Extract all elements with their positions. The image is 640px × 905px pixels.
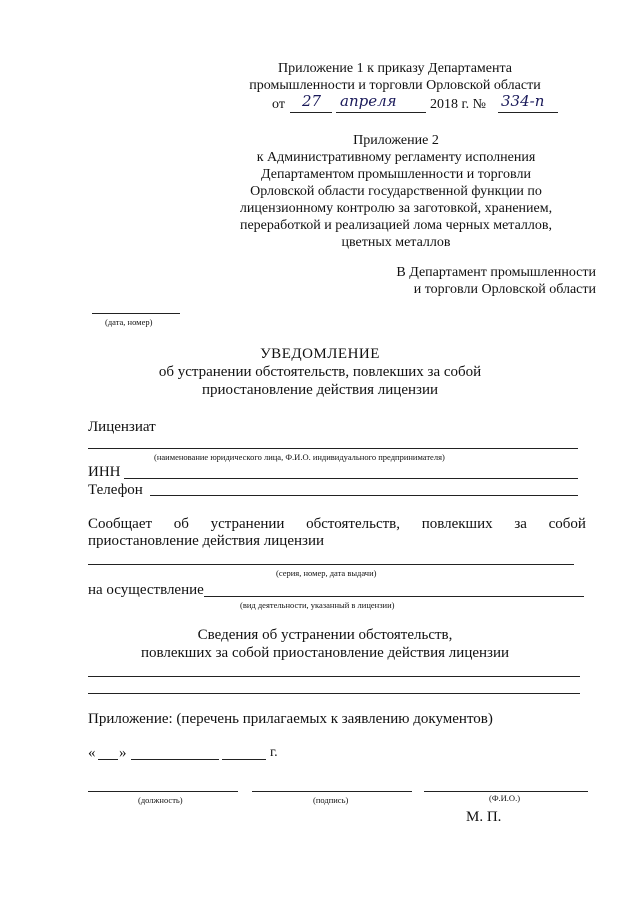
- name-line[interactable]: [424, 791, 588, 792]
- activity-line[interactable]: [204, 596, 584, 597]
- inn-label: ИНН: [88, 464, 121, 480]
- licensee-line[interactable]: [88, 448, 578, 449]
- order-header-line1: Приложение 1 к приказу Департамента: [278, 61, 512, 76]
- number-underline: [498, 112, 558, 113]
- day-underline: [290, 112, 332, 113]
- report-line1: [88, 515, 586, 533]
- document-title: [120, 345, 520, 399]
- regulation-line: Приложение 2: [353, 133, 439, 148]
- info-line-a[interactable]: [88, 676, 580, 677]
- handwritten-number: 334-п: [501, 92, 545, 110]
- phone-label: Телефон: [88, 482, 143, 498]
- open-quote: «: [88, 745, 96, 761]
- addressee-line2: и торговли Орловской области: [413, 282, 596, 297]
- regulation-line: лицензионному контролю за заготовкой, хранением,: [239, 201, 553, 216]
- date-year-line[interactable]: [222, 759, 266, 760]
- series-caption: (серия, номер, дата выдачи): [276, 568, 377, 578]
- info-line-b[interactable]: [88, 693, 580, 694]
- month-underline: [336, 112, 426, 113]
- title-sub1: об устранении обстоятельств, повлекших за собой: [158, 364, 482, 380]
- regulation-line: к Административному регламенту исполнения: [256, 150, 536, 165]
- title-sub2: приостановление действия лицензии: [202, 382, 438, 398]
- signature-caption: (подпись): [313, 795, 349, 805]
- licensee-caption: (наименование юридического лица, Ф.И.О. индивидуального предпринимателя): [154, 452, 445, 462]
- date-day-line[interactable]: [98, 759, 118, 760]
- date-month-line[interactable]: [131, 759, 219, 760]
- addressee-line1: В Департамент промышленности: [396, 265, 596, 280]
- report-word: Сообщает: [88, 516, 153, 532]
- report-word: собой: [548, 516, 586, 532]
- report-word: за: [514, 516, 527, 532]
- info-line2: повлекших за собой приостановление действия лицензии: [140, 645, 510, 661]
- report-word: устранении: [210, 516, 285, 532]
- name-caption: (Ф.И.О.): [489, 793, 521, 803]
- inn-line[interactable]: [124, 478, 578, 479]
- signature-line[interactable]: [252, 791, 412, 792]
- appendix-label: Приложение: (перечень прилагаемых к заявлению документов): [88, 711, 493, 727]
- regulation-header: [226, 132, 566, 251]
- activity-caption: (вид деятельности, указанный в лицензии): [240, 600, 395, 610]
- report-word: об: [173, 516, 189, 532]
- report-line2: приостановление действия лицензии: [88, 533, 324, 549]
- order-date-number: [272, 96, 285, 113]
- order-header: [230, 60, 560, 94]
- close-quote: »: [119, 745, 127, 761]
- year-label: 2018 г. №: [430, 97, 487, 112]
- title-main: УВЕДОМЛЕНИЕ: [260, 346, 380, 362]
- ot-label: от: [272, 97, 285, 112]
- report-word: обстоятельств,: [306, 516, 400, 532]
- handwritten-day: 27: [302, 92, 322, 110]
- date-number-line: [92, 313, 180, 314]
- handwritten-month: апреля: [340, 92, 397, 110]
- series-line[interactable]: [88, 564, 574, 565]
- regulation-line: цветных металлов: [341, 235, 451, 250]
- regulation-line: переработкой и реализацией лома черных металлов,: [239, 218, 553, 233]
- report-word: повлекших: [421, 516, 493, 532]
- year-suffix: г.: [270, 745, 278, 760]
- order-header-line2: промышленности и торговли Орловской области: [249, 78, 541, 93]
- position-line[interactable]: [88, 791, 238, 792]
- stamp-label: М. П.: [466, 809, 502, 825]
- addressee: [376, 264, 596, 298]
- licensee-label: Лицензиат: [88, 419, 156, 435]
- phone-line[interactable]: [150, 495, 578, 496]
- regulation-line: Департаментом промышленности и торговли: [261, 167, 531, 182]
- position-caption: (должность): [138, 795, 183, 805]
- date-number-caption: (дата, номер): [105, 317, 153, 327]
- info-line1: Сведения об устранении обстоятельств,: [197, 627, 453, 643]
- activity-label: на осуществление: [88, 582, 204, 598]
- regulation-line: Орловской области государственной функции по: [250, 184, 542, 199]
- info-heading: [120, 626, 530, 662]
